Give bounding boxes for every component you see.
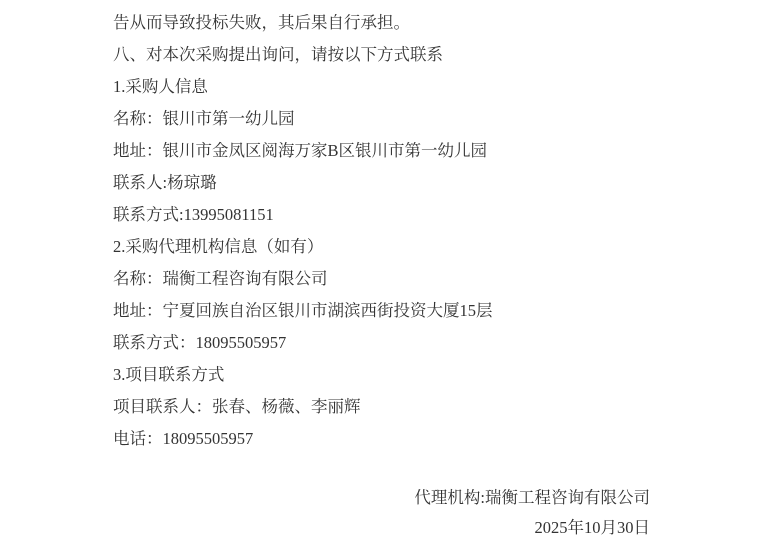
doc-line-purchaser-contact-phone: 联系方式:13995081151 bbox=[113, 205, 274, 224]
doc-line-agency-info-heading: 2.采购代理机构信息（如有） bbox=[113, 237, 324, 256]
doc-line-purchaser-address: 地址：银川市金凤区阅海万家B区银川市第一幼儿园 bbox=[113, 141, 488, 160]
doc-line-agency-address: 地址：宁夏回族自治区银川市湖滨西街投资大厦15层 bbox=[113, 301, 493, 320]
doc-line-notice-tail: 告从而导致投标失败，其后果自行承担。 bbox=[113, 13, 410, 32]
doc-line-project-contact-heading: 3.项目联系方式 bbox=[113, 365, 225, 384]
signature-agency: 代理机构:瑞衡工程咨询有限公司 bbox=[414, 488, 650, 507]
doc-line-section-eight-heading: 八、对本次采购提出询问，请按以下方式联系 bbox=[113, 45, 443, 64]
signature-date: 2025年10月30日 bbox=[534, 518, 650, 537]
doc-line-project-contact-persons: 项目联系人：张春、杨薇、李丽辉 bbox=[113, 397, 361, 416]
signature-block bbox=[113, 483, 650, 543]
doc-line-purchaser-name: 名称：银川市第一幼儿园 bbox=[113, 109, 295, 128]
doc-line-agency-contact-phone: 联系方式：18095505957 bbox=[113, 333, 287, 352]
doc-line-purchaser-info-heading: 1.采购人信息 bbox=[113, 77, 208, 96]
doc-line-project-contact-phone: 电话：18095505957 bbox=[113, 429, 254, 448]
document-content bbox=[113, 7, 650, 543]
doc-line-agency-name: 名称：瑞衡工程咨询有限公司 bbox=[113, 269, 328, 288]
doc-line-purchaser-contact-person: 联系人:杨琼璐 bbox=[113, 173, 217, 192]
